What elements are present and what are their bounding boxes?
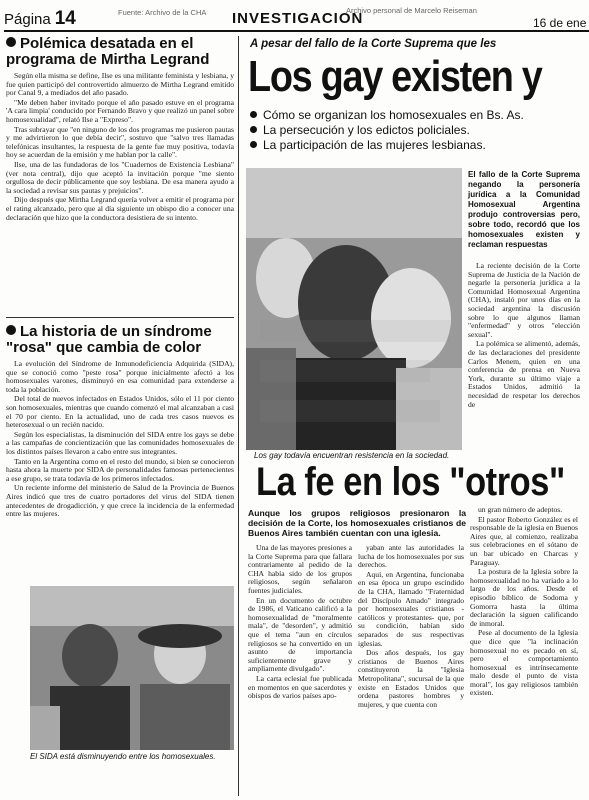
- fe-lead: Aunque los grupos religiosos presionaron la decisión de la Corte, los homosexuales cristianos de Buenos Aires también cuentan con una iglesia.: [248, 508, 466, 538]
- bullet-item: La participación de las mujeres lesbianas.: [250, 138, 524, 153]
- main-bullets: [250, 108, 524, 153]
- issue-date: 16 de ene: [533, 16, 587, 30]
- divider: [6, 317, 234, 318]
- page-number: 14: [54, 8, 76, 29]
- article-mirtha-title: Polémica desatada en el programa de Mirtha Legrand: [6, 35, 210, 68]
- bullet-icon: [250, 126, 257, 133]
- bullet-icon: [6, 37, 16, 47]
- main-body: La reciente decisión de la Corte Suprema de Justicia de la Nación de negarle la personería jurídica a la Comunidad Homosexual Argentina (CHA), instaló por unos días en la sociedad argentina la discusión sobre lo que algunos llaman "enfermedad" y otros "elección sexual". La polémica se alimentó, además, de las declaraciones del presidente Carlos Menem, quien en una conferencia de prensa en Nueva York, durante su último viaje a Estados Unidos, admitió la necesidad de respetar los derechos de: [468, 261, 580, 409]
- source-left: Fuente: Archivo de la CHA: [118, 8, 207, 17]
- main-photo-caption: Los gay todavía encuentran resistencia en la sociedad.: [254, 451, 450, 460]
- bullet-item: Cómo se organizan los homosexuales en Bs. As.: [250, 108, 524, 123]
- main-photo-image: [246, 168, 462, 450]
- bullet-icon: [250, 111, 257, 118]
- article-sida: [6, 324, 234, 520]
- bullet-icon: [250, 141, 257, 148]
- article-mirtha: [6, 36, 234, 223]
- sida-photo: [30, 586, 234, 750]
- article-sida-title: La historia de un síndrome "rosa" que cambia de color: [6, 323, 212, 356]
- main-lead: El fallo de la Corte Suprema negando la personería jurídica a la Comunidad Homosexual Argentina produjo controversias pero, sobre todo, recordó que los homosexuales existen y reclaman respuestas: [468, 170, 580, 249]
- fe-headline: La fe en los "otros": [256, 460, 565, 504]
- page-label: Página 14: [4, 8, 76, 29]
- bullet-item: La persecución y los edictos policiales.: [250, 123, 524, 138]
- section-title: INVESTIGACION: [232, 10, 364, 27]
- header-rule: [4, 30, 589, 32]
- main-kicker: A pesar del fallo de la Corte Suprema que les: [250, 38, 497, 50]
- column-rule: [238, 36, 239, 796]
- source-right: Archivo personal de Marcelo Reiseman: [346, 6, 477, 15]
- sida-photo-image: [30, 586, 234, 750]
- main-headline: Los gay existen y: [248, 52, 542, 101]
- sida-photo-caption: El SIDA está disminuyendo entre los homosexuales.: [30, 752, 216, 761]
- main-photo: [246, 168, 462, 450]
- fe-column-2: yaban ante las autoridades la lucha de los homosexuales por sus derechos. Aquí, en Argentina, funcionaba en esa época un grupo escindido de la CHA, llamado "Fraternidad del Discípulo Amado" integrado por homosexuales cristianos -católicos y protestantes- que, por su condición, habían sido separados de sus respectivas iglesias. Dos años después, los gay cristianos de Buenos Aires constituyeron la "Iglesia Metropolitana", sucursal de la que existe en Estados Unidos que ordena pastores hombres y mujeres, y que cuenta con: [358, 543, 464, 709]
- bullet-icon: [6, 325, 16, 335]
- article-mirtha-body: Según ella misma se define, Ilse es una militante feminista y lesbiana, y fue quien participó del controvertido almuerzo de Mirtha Legrand emitido por Canal 9, a mediados del año pasado. "Me deben haber invitado porque el año pasado estuve en el programa 'A cara limpia' conducido por Fernando Bravo y que realizó un panel sobre homosexualidad", relató Ilse a "Expreso". Tras subrayar que "en ninguno de los dos programas me pusieron pautas y me advirtieron lo que debía decir", sostuvo que "salvo tres llamadas telefónicas insultantes, la respuesta de la gente fue muy positiva, todavía hoy se acuerdan de la emisión y me hablan por la calle". Ilse, una de las fundadoras de los "Cuadernos de Existencia Lesbiana" (ver nota central), dijo que aceptó la invitación porque "me siento orgullosa de decir públicamente que soy lesbiana. De esa manera ayudo a la sociedad a revisar sus pautas y prejuicios". Dijo después que Mirtha Legrand quería volver a emitir el programa por el rating alcanzado, pero que al día siguiente un obispo dio a conocer una declaración que hizo que la conductora desistiera de su intento.: [6, 71, 234, 222]
- fe-column-3: un gran número de adeptos. El pastor Roberto González es el responsable de la iglesia en Buenos Aires que, al comienzo, realizaba sus celebraciones en el sótano de un bar ubicado en Charcas y Paraguay. La postura de la Iglesia sobre la homosexualidad no ha variado a lo largo de los años. Desde el episodio bíblico de Sodoma y Gomorra hasta la última declaración la siguen calificando de inmoral. Pese al documento de la Iglesia que dice que "la inclinación homosexual no es pecado en sí, pero el comportamiento homosexual es intrínsecamente malo desde el punto de vista moral", los gay religiosos también existen.: [470, 505, 578, 698]
- fe-column-1: Una de las mayores presiones a la Corte Suprema para que fallara contrariamente al pedido de la CHA había sido de los grupos religiosos, según señalaron fuentes judiciales. En un documento de octubre de 1986, el Vaticano calificó a la homosexualidad de "moralmente mala", de "desorden", y admitió que el tema "aun en círculos religiosos se ha convertido en un asunto de importancia suficientemente grave y ampliamente divulgado". La carta eclesial fue publicada en momentos en que sacerdotes y obispos de varios países apo-: [248, 543, 352, 701]
- article-sida-body: La evolución del Síndrome de Inmunodeficiencia Adquirida (SIDA), que se conoció como "peste rosa" porque inicialmente afectó a los homosexuales varones, disminuyó en esa comunidad para extenderse a toda la población. Del total de nuevos infectados en Estados Unidos, sólo el 11 por ciento son homosexuales, mientras que cuando comenzó el mal alcanzaban a casi el 70 por ciento. En la actualidad, uno de cada tres casos nuevos es heterosexual o un recién nacido. Según los especialistas, la disminución del SIDA entre los gays se debe a las campañas de concientización que las comunidades homosexuales de los distintos países llevaron a cabo entre sus integrantes. Tanto en la Argentina como en el resto del mundo, si bien se conocieron hasta ahora la muerte por SIDA de personalidades famosas pertenecientes a ese grupo, se trata todavía de los primeros infectados. Un reciente informe del ministerio de Salud de la Provincia de Buenos Aires indicó que tres de cuatro portadores del virus del SIDA tienen antecedentes de drogadicción, y que crece la incidencia de la enfermedad entre las mujeres.: [6, 359, 234, 519]
